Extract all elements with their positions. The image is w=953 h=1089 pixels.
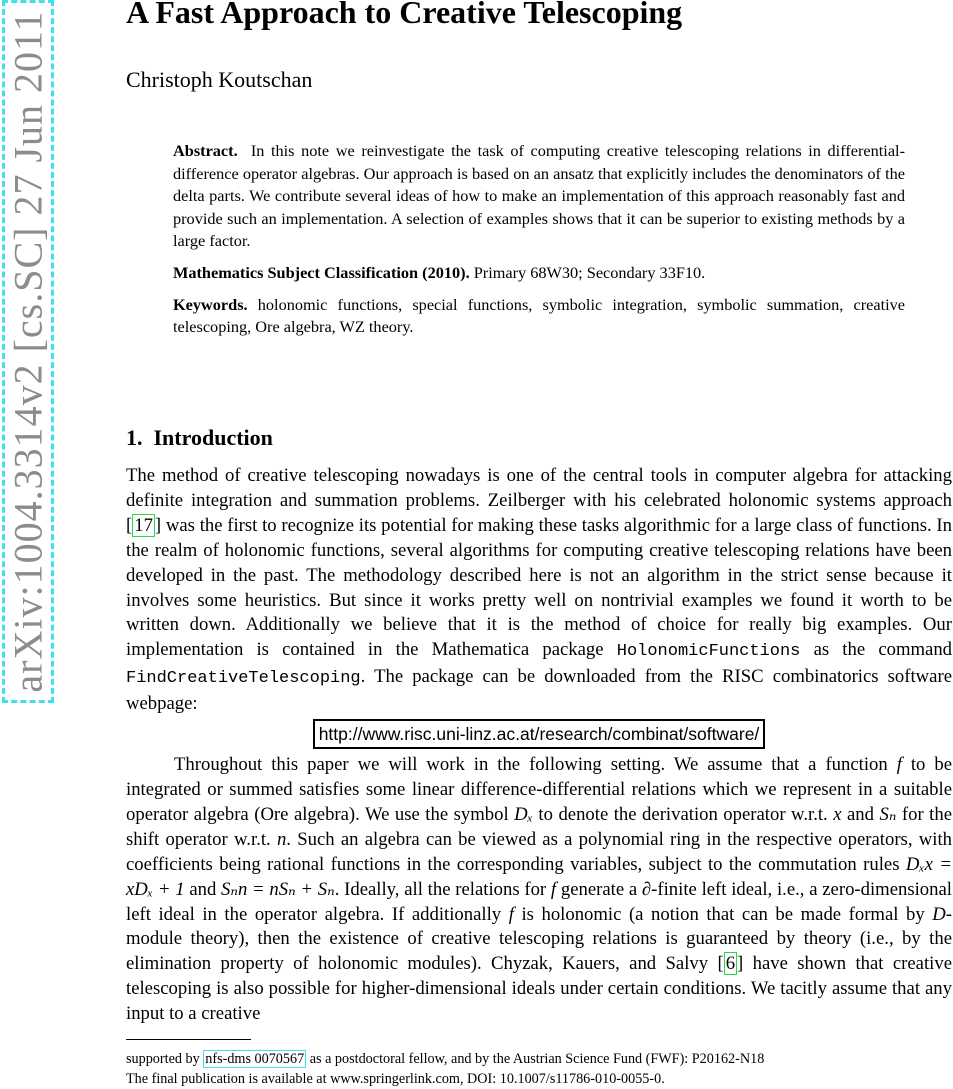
math-symbol: Sₙ	[879, 803, 897, 825]
text-run: as a postdoctoral fellow, and by the Austrian Science Fund (FWF): P20162-N18	[306, 1051, 765, 1067]
footnote-publication: The final publication is available at www.springerlink.com, DOI: 10.1007/s11786-010-0055-0.	[126, 1071, 665, 1087]
text-run: supported by	[126, 1051, 204, 1067]
text-run: Throughout this paper we will work in the following setting. We assume that a function	[174, 754, 897, 776]
url-line	[126, 719, 952, 749]
text-run: for the shift operator w.r.t.	[126, 803, 952, 850]
keywords-label: Keywords.	[173, 294, 248, 314]
text-run: . Ideally, all the relations for	[334, 878, 551, 900]
footnote-funding	[126, 1049, 952, 1069]
math-formula: Sₙn = nSₙ + Sₙ	[221, 878, 335, 900]
section-title: Introduction	[153, 425, 273, 450]
abstract-block	[173, 140, 905, 339]
abstract-text: In this note we reinvestigate the task of computing creative telescoping relations in differential-difference operator algebras. Our approach is based on an ansatz that explicitly includes the denominators of the delta parts. We contribute several ideas of how to make an implementation of this approach reasonably fast and provide such an implementation. A selection of examples shows that it can be superior to existing methods by a large factor.	[173, 141, 905, 251]
keywords	[173, 294, 905, 339]
paragraph-intro	[126, 464, 952, 717]
software-url-link[interactable]: http://www.risc.uni-linz.ac.at/research/combinat/software/	[313, 719, 766, 749]
text-run: and	[841, 803, 880, 825]
text-run: as the command	[800, 639, 953, 661]
msc-classification	[173, 262, 905, 285]
text-run: and	[184, 878, 222, 900]
grant-link[interactable]: nfs-dms 0070567	[205, 1051, 305, 1067]
text-run: The method of creative telescoping nowadays is one of the central tools in computer algebra for attacking definite integration and summation problems. Zeilberger with his celebrated holonomic systems approach [	[126, 465, 952, 536]
msc-label: Mathematics Subject Classification (2010).	[173, 262, 470, 282]
text-run: -module theory), then the existence of creative telescoping relations is guaranteed by theory (i.e., by the elimination property of holonomic modules). Chyzak, Kauers, and Salvy [	[126, 903, 952, 975]
math-symbol: f	[508, 903, 514, 925]
math-symbol: Dₓ	[514, 803, 533, 825]
paper-title: A Fast Approach to Creative Telescoping	[126, 0, 683, 30]
author-name: Christoph Koutschan	[126, 67, 313, 92]
section-heading	[126, 425, 273, 451]
abstract	[173, 140, 905, 253]
footnotes	[126, 1049, 952, 1089]
text-run: . The package can be downloaded from the RISC combinatorics software webpage:	[126, 666, 952, 715]
code-package-name: HolonomicFunctions	[616, 642, 801, 662]
math-symbol: D	[932, 903, 946, 925]
math-symbol: ∂	[641, 878, 652, 900]
text-run: ] have shown that creative telescoping is also possible for higher-dimensional ideals under certain conditions. We tacitly assume that any input to a creative	[126, 953, 952, 1025]
text-run: generate a	[556, 878, 642, 900]
math-symbol: f	[896, 754, 902, 776]
keywords-text: holonomic functions, special functions, symbolic integration, symbolic summation, creative telescoping, Ore algebra, WZ theory.	[173, 294, 905, 337]
paragraph-setting	[126, 753, 952, 1027]
footnote-divider	[126, 1039, 251, 1040]
citation-link[interactable]: 17	[134, 514, 153, 536]
text-run: is holonomic (a notion that can be made formal by	[513, 903, 933, 925]
arxiv-identifier-text: arXiv:1004.3314v2 [cs.SC] 27 Jun 2011	[5, 10, 51, 693]
code-command-name: FindCreativeTelescoping	[126, 669, 361, 689]
citation-link[interactable]: 6	[725, 953, 736, 975]
section-number: 1.	[126, 425, 143, 450]
math-formula: Dₓx = xDₓ + 1	[126, 853, 952, 900]
text-run: . Such an algebra can be viewed as a polynomial ring in the respective operators, with coefficients being rational functions in the corresponding variables, subject to the commutation rules	[126, 828, 952, 875]
math-symbol: f	[550, 878, 557, 900]
text-run: to denote the derivation operator w.r.t.	[532, 803, 834, 825]
math-symbol: n	[276, 828, 287, 850]
arxiv-identifier-stamp	[2, 0, 54, 703]
math-symbol: x	[833, 803, 842, 825]
text-run: ] was the first to recognize its potential for making these tasks algorithmic for a large class of functions. In the realm of holonomic functions, several algorithms for computing creative telescoping relations have been developed in the past. The methodology described here is not an algorithm in the strict sense because it involves some heuristics. But since it works pretty well on nontrivial examples we found it worth to be written down. Additionally we believe that it is the method of choice for really big examples. Our implementation is contained in the Mathematica package	[126, 514, 952, 661]
abstract-label: Abstract.	[173, 141, 238, 160]
text-run: -finite left ideal, i.e., a zero-dimensional left ideal in the operator algebra. If additionally	[126, 878, 952, 925]
msc-text: Primary 68W30; Secondary 33F10.	[473, 262, 706, 282]
text-run: to be integrated or summed satisfies some linear difference-differential relations which we represent in a suitable operator algebra (Ore algebra). We use the symbol	[126, 754, 952, 825]
body-text	[126, 464, 952, 1027]
